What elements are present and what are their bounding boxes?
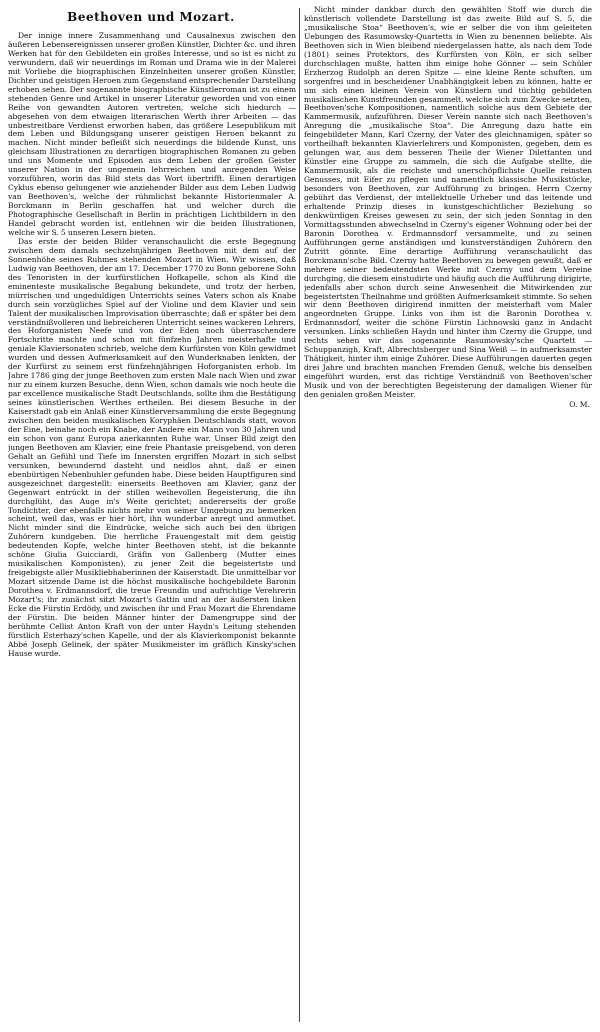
article-columns [8,6,592,1028]
left-column [8,6,296,1028]
article-title: Beethoven und Mozart. [67,10,235,24]
paragraph-intro: Der innige innere Zusammenhang und Causalnexus zwischen den äußeren Lebensereignissen unserer großen Künstler, Dichter &c. und ihren Werken hat für den Gebildeten ein großes Interesse, und so ist es nicht zu verwundern, daß wir neuerdings im Roman und Drama wie in der Malerei mit Vorliebe die biographischen Einzelnheiten unserer großen Künstler, Dichter und geistigen Heroen zum Gegenstand entsprechender Darstellung erhoben sehen. Der sogenannte biographische Künstlerroman ist zu einem stehenden Genre und Artikel in unserer Literatur geworden und von einer Reihe von gewandten Autoren vertreten, welche sich hiedurch — abgesehen von dem etwaigen literarischen Werth ihrer Arbeiten — das unbestreitbare Verdienst erworben haben, das größere Lesepublikum mit dem Leben und Bildungsgang unserer geistigen Heroen bekannt zu machen. Nicht minder befleißt sich neuerdings die bildende Kunst, uns gleichsam Illustrationen zu derartigen biographischen Romanen zu geben und uns Momente und Episoden aus dem Leben der großen Geister unserer Nation in der ungemein lehrreichen und anregenden Weise vorzuführen, worin das Bild stets das Wort übertrifft. Einen derartigen Cyklus ebenso gelungener wie anziehender Bilder aus dem Leben Ludwig van Beethoven's, welche der rühmlichst bekannte Historienmaler A. Borckmann in Berlin geschaffen hat und welcher durch die Photographische Gesellschaft in Berlin in prächtigen Lichtbildern in den Handel gebracht worden ist, entlehnen wir die beiden Illustrationen, welche wir S. 5 unseren Lesern bieten. [8,31,296,237]
right-column-text [304,6,592,409]
right-column [304,6,592,1028]
left-column-text [8,32,296,659]
paragraph-second-picture: Nicht minder dankbar durch den gewählten Stoff wie durch die künstlerisch vollendete Darstellung ist das zweite Bild auf S. 5, die „musikalische Stoa“ Beethoven's, wie er selber die von ihm geleiteten Uebungen des Rasumowsky-Quartetts in Wien zu benennen beliebte. Als Beethoven sich in Wien bleibend niedergelassen hatte, als nach dem Tode (1801) seines Protektors, des Kurfürsten von Köln, er sich selber durchschlagen mußte, hatten ihm einige hohe Gönner — sein Schüler Erzherzog Rudolph an deren Spitze — eine kleine Rente schuften, um sorgenfrei und in bescheidener Unabhängigkeit leben zu können, hatte er um sich einen kleinen Verein von Künstlern und tüchtig gebildeten musikalischen Kunstfreunden gesammelt, welche sich zum Zwecke setzten, Beethoven'sche Kompositionen, namentlich solche aus dem Gebiete der Kammermusik, aufzuführen. Dieser Verein nannte sich nach Beethoven's Anregung die „musikalische Stoa“. Die Anregung dazu hatte ein feingebildeter Mann, Karl Czerny, der Vater des gleichnamigen, später so vortheilhaft bekannten Klavierlehrers und Komponisten, gegeben, dem es gelungen war, aus dem besseren Theile der Wiener Dilettanten und Künstler eine Gruppe zu sammeln, die sich die Aufgabe stellte, die Kammermusik, als die reichste und unerschöpflichste Quelle reinsten Genusses, mit Eifer zu pflegen und namentlich klassische Musikstücke, besonders von Beethoven, zur Aufführung zu bringen. Herrn Czerny gebührt das Verdienst, der intellektuelle Urheber und das leitende und erhaltende Prinzip dieses in kunstgeschichtlicher Beziehung so denkwürdigen Kreises gewesen zu sein, der sich jeden Sonntag in den Vormittagsstunden abwechselnd in Czerny's eigener Wohnung oder bei der Baronin Dorothea v. Erdmannsdorf versammelte, und zu seinen Aufführungen gerne anständigen und kunstverständigen Zuhörern den Zutritt gönnte. Eine derartige Aufführung veranschaulicht das Borckmann'sche Bild. Czerny hatte Beethoven zu bewegen gewußt, daß er mehrere seiner bedeutendsten Werke mit Czerny und dem Vereine durchging, die diesem einstudirte und häufig auch die Aufführung dirigirte, jedenfalls aber schon durch seine Anwesenheit die Mitwirkenden zur begeistertsten Theilnahme und größten Aufmerksamkeit stimmte. So sehen wir denn Beethoven dirigirend inmitten der meisterhaft vom Maler angeordneten Gruppe. Links von ihm ist die Baronin Dorothea v. Erdmannsdorf, weiter die schöne Fürstin Lichnowski ganz in Andacht versunken. Links schließen Haydn und hinter ihm Czerny die Gruppe, und rechts sehen wir das sogenannte Rasumowsky'sche Quartett — Schuppanzigh, Kraft, Albrechtsberger und Sina Weiß — in aufmerksamster Thätigkeit, hinter ihm einige Zuhörer. Diese Aufführungen dauerten gegen drei Jahre und brachten manchen Fremden Genuß, welche bis denselben eingeführt wurden, erst das richtige Verständniß von Beethoven'scher Musik und von der berechtigten Begeisterung der damaligen Wiener für den genialen großen Meister. [304,6,592,399]
author-signature: O. M. [569,399,590,409]
paragraph-first-picture: Das erste der beiden Bilder veranschaulicht die erste Begegnung zwischen dem damals sechzehnjährigen Beethoven mit dem auf der Sonnenhöhe seines Ruhmes stehenden Mozart in Wien. Wir wissen, daß Ludwig van Beethoven, der am 17. December 1770 zu Bonn geborene Sohn des Tenoristen in der kurfürstlichen Hofkapelle, schon als Kind die eminenteste musikalische Begabung bekundete, und trotz der herben, mürrischen und ungeduldigen Unterrichts seines Vaters schon als Knabe durch sein vorzügliches Spiel auf der Violine und dem Klavier und sein Talent der musikalischen Improvisation überraschte; daß er später bei dem verständnißvolleren und liebreicheren Unterricht seines wackeren Lehrers, des Hoforganisten Neefe und von der Eden noch überraschendere Fortschritte machte und schon mit fünfzehn Jahren meisterhafte und geniale Klaviersonaten schrieb, welche dem Kurfürsten von Köln gewidmet wurden und dessen Aufmerksamkeit auf den Wunderknaben lenkten, der der Kurfürst zu seinem erst fünfzehnjährigen Hoforganisten erhob. Im Jahre 1786 ging der junge Beethoven zum ersten Male nach Wien und zwar nur zu einem kurzen Besuche, denn Wien, schon damals wie noch heute die par excellence musikalische Stadt Deutschlands, sollte ihm die Bestätigung seines künstlerischen Werthes ertheilen. Bei diesem Besuche in der Kaiserstadt gab ein Anlaß einer Künstlerversammlung die erste Begegnung zwischen den beiden musikalischen Koryphäen Deutschlands statt, wovon der Eine, beinahe noch ein Knabe, der Andere ein Mann von 30 Jahren und ein schon von ganz Europa anerkannten Ruhe war. Unser Bild zeigt den jungen Beethoven am Klavier, eine freie Phantasie preisgebend, von deren Gehalt an Gefühl und Tiefe im Innersten ergriffen Mozart in sich selbst versunken, bewundernd dasteht und neidlos ahnt, daß er einen ebenbürtigen Nebenbuhler gefunden habe. Diese beiden Hauptfiguren sind ausgezeichnet dargestellt: einerseits Beethoven am Klavier, ganz der Gegenwart entrückt in der stillen weihevollen Begeisterung, die ihn durchglüht, das Auge in's Weite gerichtet; andererseits der große Tondichter, der ebenfalls nichts mehr von seiner Umgebung zu bemerken scheint, weil das, was er hier hört, ihn wunderbar anregt und anmuthet. Nicht minder sind die Eindrücke, welche sich auch bei den übrigen Zuhörern kundgeben. Die herrliche Frauengestalt mit dem geistig bedeutenden Kopfe, welche hinter Beethoven steht, ist die bekannte schöne Giulia Guicciardi, Gräfin von Gallenberg (Mutter eines musikalischen Komponisten), zu jener Zeit die begeistertste und freigebigste aller Musikliebhaberinnen der Kaiserstadt. Die unmittelbar vor Mozart sitzende Dame ist die höchst musikalische hochgebildete Baronin Dorothea v. Erdmannsdorf, die treue Freundin und aufrichtige Verehrerin Mozart's; ihr zunächst sitzt Mozart's Gattin und an der äußersten linken Ecke die Fürstin Erdödy, und zwischen ihr und Frau Mozart die Ehrendame der Fürstin. Die beiden Männer hinter der Damengruppe sind der berühmte Cellist Anton Kraft von der unter Haydn's Leitung stehenden fürstlich Esterhazy'schen Kapelle, und der als Klavierkomponist bekannte Abbé Joseph Gelinek, der später Musikmeister im gräflich Kinsky'schen Hause wurde. [8,236,296,658]
column-divider [299,8,300,1022]
